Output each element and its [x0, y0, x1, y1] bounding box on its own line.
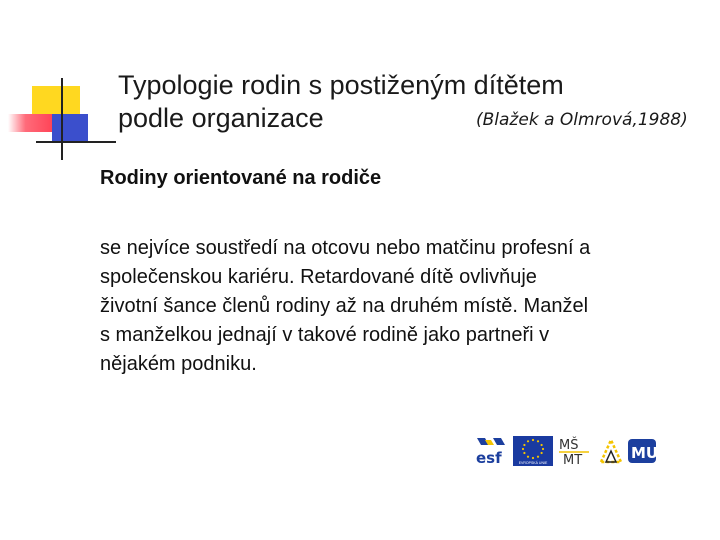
section-heading: Rodiny orientované na rodiče — [100, 167, 382, 189]
esf-logo — [475, 436, 511, 466]
paragraph-line: životní šance členů rodiny až na druhém místě. Manžel — [100, 295, 589, 317]
title-line-2: podle organizace — [118, 103, 324, 133]
paragraph-line: nějakém podniku. — [100, 353, 257, 375]
svg-text:esf: esf — [476, 449, 502, 466]
paragraph-line: s manželkou jednají v takové rodině jako partneři v — [100, 324, 550, 346]
citation: (Blažek a Olmrová,1988) — [476, 110, 688, 130]
decor-red-bar — [8, 114, 58, 132]
decor-vertical-line — [61, 78, 63, 160]
title-line-1: Typologie rodin s postiženým dítětem — [118, 70, 564, 100]
partner-logos — [475, 436, 657, 468]
body-paragraph — [100, 234, 700, 379]
svg-text:MT: MT — [563, 453, 583, 466]
svg-text:MŠ: MŠ — [559, 438, 579, 453]
msmt-logo — [557, 436, 591, 466]
paragraph-line: společenskou kariéru. Retardované dítě ovlivňuje — [100, 266, 537, 288]
eu-flag-logo — [513, 436, 553, 466]
eu-caption: EVROPSKÁ UNIE — [518, 461, 548, 465]
op-vk-logo — [597, 436, 623, 466]
decor-blue-square — [52, 114, 88, 142]
decor-horizontal-line — [36, 141, 116, 143]
svg-text:MU: MU — [631, 444, 657, 462]
mu-logo — [627, 436, 657, 466]
paragraph-line: se nejvíce soustředí na otcovu nebo matčinu profesní a — [100, 237, 591, 259]
